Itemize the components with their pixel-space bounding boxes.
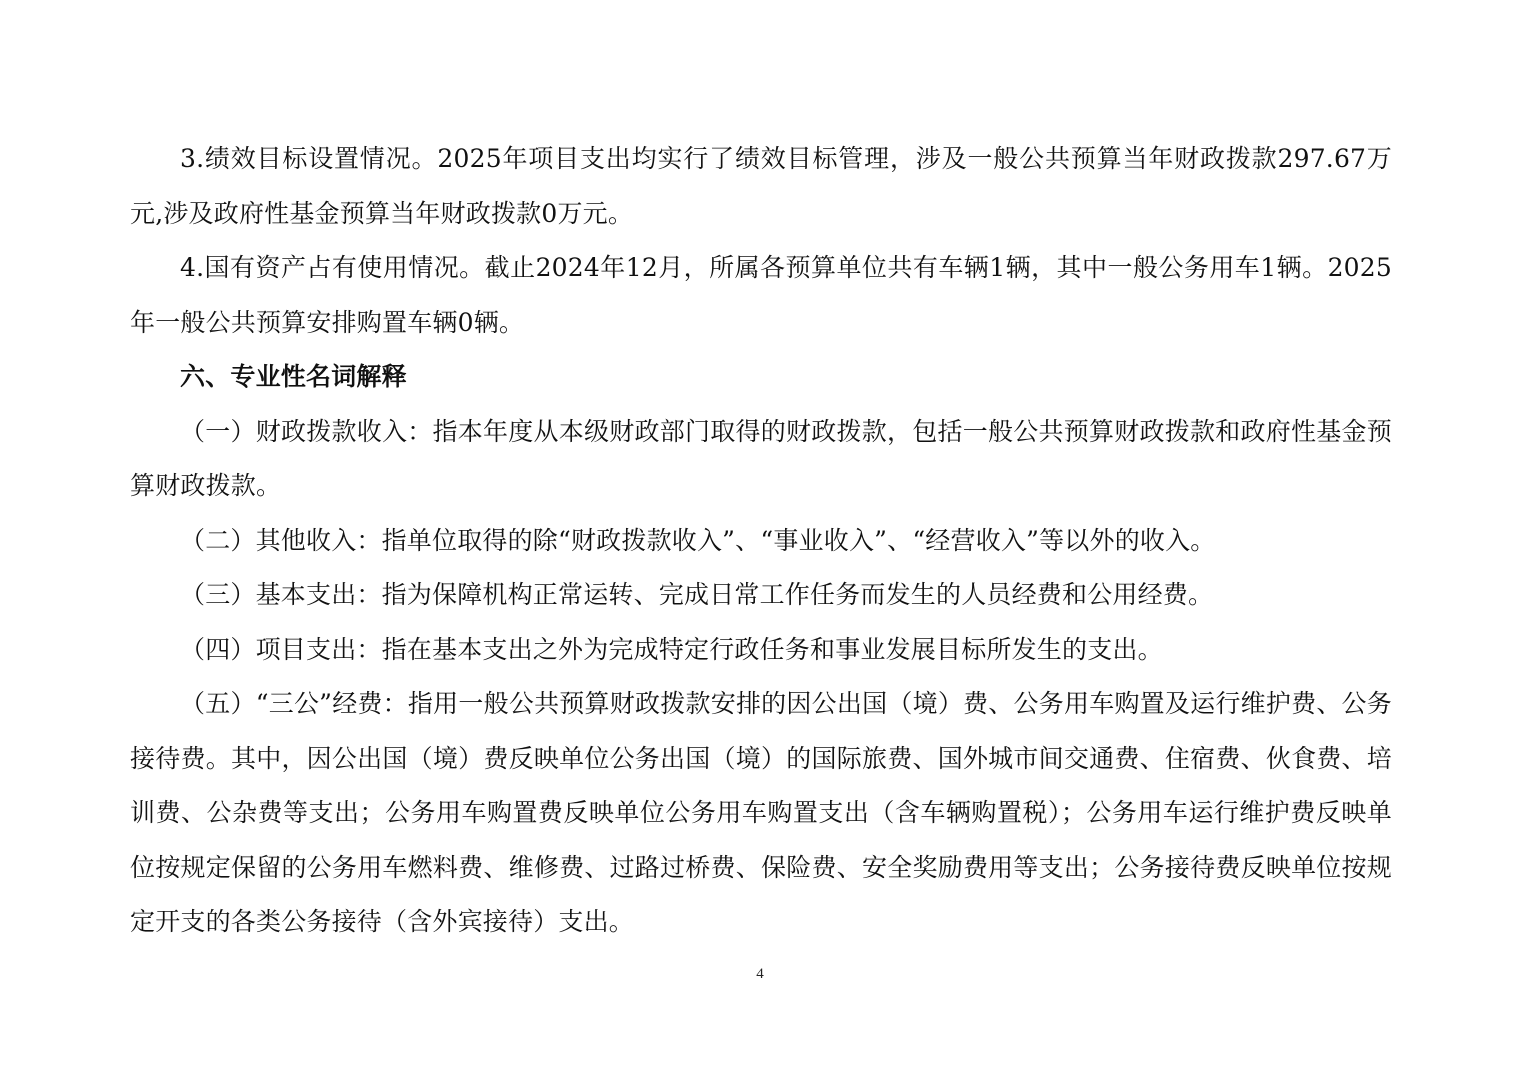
definition-basic-expenditure: （三）基本支出：指为保障机构正常运转、完成日常工作任务而发生的人员经费和公用经费。 (180, 580, 1214, 609)
definition-other-income: （二）其他收入：指单位取得的除“财政拨款收入”、“事业收入”、“经营收入”等以外的收入。 (180, 525, 1216, 555)
paragraph-performance-targets: 3.绩效目标设置情况。2025年项目支出均实行了绩效目标管理，涉及一般公共预算当年财政拨款297.67万元,涉及政府性基金预算当年财政拨款0万元。 (130, 144, 1392, 228)
paragraph-state-assets: 4.国有资产占有使用情况。截止2024年12月，所属各预算单位共有车辆1辆，其中一般公务用车1辆。2025年一般公共预算安排购置车辆0辆。 (130, 253, 1392, 337)
definition-three-public-expenses: （五）“三公”经费：指用一般公共预算财政拨款安排的因公出国（境）费、公务用车购置及运行维护费、公务接待费。其中，因公出国（境）费反映单位公务出国（境）的国际旅费、国外城市间交通费、住宿费、伙食费、培训费、公杂费等支出；公务用车购置费反映单位公务用车购置支出（含车辆购置税）；公务用车运行维护费反映单位按规定保留的公务用车燃料费、维修费、过路过桥费、保险费、安全奖励费用等支出；公务接待费反映单位按规定开支的各类公务接待（含外宾接待）支出。 (130, 689, 1392, 936)
document-body (130, 132, 1392, 950)
definition-fiscal-allocation-income: （一）财政拨款收入：指本年度从本级财政部门取得的财政拨款，包括一般公共预算财政拨款和政府性基金预算财政拨款。 (130, 416, 1392, 500)
section-heading: 六、专业性名词解释 (180, 362, 407, 391)
page-number: 4 (756, 966, 764, 982)
definition-project-expenditure: （四）项目支出：指在基本支出之外为完成特定行政任务和事业发展目标所发生的支出。 (180, 634, 1163, 664)
